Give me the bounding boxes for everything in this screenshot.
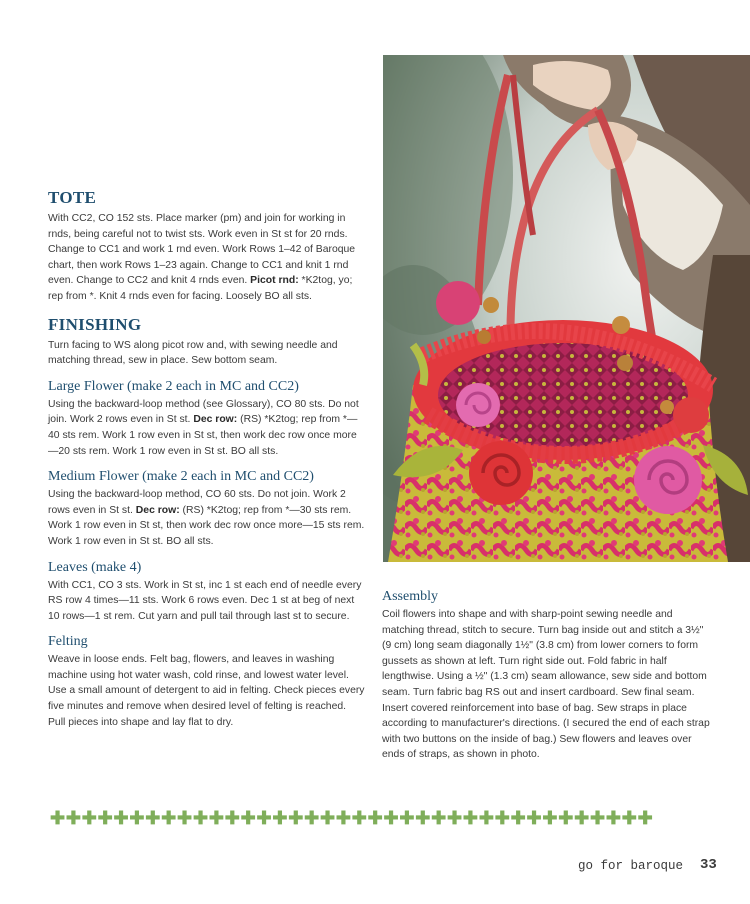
felting-section: [48, 633, 366, 730]
finishing-section: [48, 315, 366, 369]
tote-heading: TOTE: [48, 188, 97, 207]
medium-flower-section: [48, 468, 366, 549]
medium-flower-text-2: (RS) *K2tog; rep from *—30 sts rem. Work 1 row even in St st, then work dec row once more—15 sts rem. Work 1 row even in St st. BO all sts.: [48, 504, 365, 547]
bag-illustration: [383, 55, 750, 562]
leaves-section: [48, 559, 366, 625]
large-flower-dec-row-label: Dec row:: [193, 414, 238, 426]
felting-instructions: Weave in loose ends. Felt bag, flowers, and leaves in washing machine using hot water wash, cold rinse, and lowest water level. Use a small amount of detergent to aid in felting. Check pieces every five minutes and remove when desired level of felting is reached. Pull pieces into shape and lay flat to dry.: [48, 654, 365, 728]
tote-instructions: [48, 211, 366, 305]
large-flower-heading: Large Flower (make 2 each in MC and CC2): [48, 378, 299, 394]
assembly-heading: Assembly: [382, 589, 438, 604]
picot-rnd-label: Picot rnd:: [250, 275, 299, 287]
large-flower-instructions: [48, 397, 366, 459]
assembly-section: [382, 588, 712, 763]
right-column: [382, 588, 712, 772]
medium-flower-text-1: Using the backward-loop method, CO 60 sts. Do not join. Work 2 rows even in St st.: [48, 489, 346, 516]
tote-section: [48, 188, 366, 305]
felting-heading: Felting: [48, 634, 88, 650]
running-title: go for baroque: [578, 859, 684, 873]
large-flower-text-2: (RS) *K2tog; rep from *—40 sts rem. Work 1 row even in St st, then work dec row once more—20 sts rem. Work 1 row even in St st. BO all sts.: [48, 414, 358, 457]
medium-flower-instructions: [48, 487, 366, 549]
large-flower-text-1: Using the backward-loop method (see Glossary), CO 80 sts. Do not join. Work 2 rows even in St st.: [48, 398, 359, 426]
finishing-instructions: Turn facing to WS along picot row and, with sewing needle and matching thread, sew in place. Sew bottom seam.: [48, 339, 338, 367]
leaves-heading: Leaves (make 4): [48, 559, 142, 575]
left-column: [48, 188, 366, 739]
tote-text-1: With CC2, CO 152 sts. Place marker (pm) and join for working in rnds, being careful not to twist sts. Work even in St st for 20 rnds. Change to CC1 and work 1 rnd even. Work Rows 1–42 of Baroque chart, then work Rows 1–23 again. Change to CC1 and knit 1 rnd even. Change to CC2 and knit 4 rnds even.: [48, 213, 356, 287]
cross-border-ornament: ✚✚✚✚✚✚✚✚✚✚✚✚✚✚✚✚✚✚✚✚✚✚✚✚✚✚✚✚✚✚✚✚✚✚✚✚✚✚: [50, 808, 654, 828]
knitted-bag-photo: [383, 55, 750, 562]
medium-flower-dec-row-label: Dec row:: [135, 504, 180, 516]
leaves-instructions: With CC1, CO 3 sts. Work in St st, inc 1 st each end of needle every RS row 4 times—11 sts. Work 6 rows even. Dec 1 st at beg of next 10 rows—1 st rem. Cut yarn and pull tail through last st to secure.: [48, 579, 362, 622]
finishing-heading: FINISHING: [48, 314, 142, 334]
large-flower-section: [48, 378, 366, 459]
medium-flower-heading: Medium Flower (make 2 each in MC and CC2): [48, 469, 314, 485]
tote-text-2: *K2tog, yo; rep from *. Knit 4 rnds even for facing. Loosely BO all sts.: [48, 275, 353, 302]
page-number: 33: [700, 857, 717, 873]
assembly-instructions: Coil flowers into shape and with sharp-point sewing needle and matching thread, stitch to secure. Turn bag inside out and stitch a 3½" (9 cm) long seam diagonally 1½" (3.8 cm) from lower corners to form gussets as shown at left. Turn right side out. Fold fabric in half lengthwise. Using a ½" (1.3 cm) seam allowance, sew side and bottom seam. Turn fabric bag RS out and insert cardboard. Sew final seam. Insert covered reinforcement into base of bag. Sew straps in place according to manufacturer's directions. (I secured the end of each strap with two buttons on the inside of bag.) Sew flowers and leaves over ends of straps, as shown in photo.: [382, 609, 710, 761]
